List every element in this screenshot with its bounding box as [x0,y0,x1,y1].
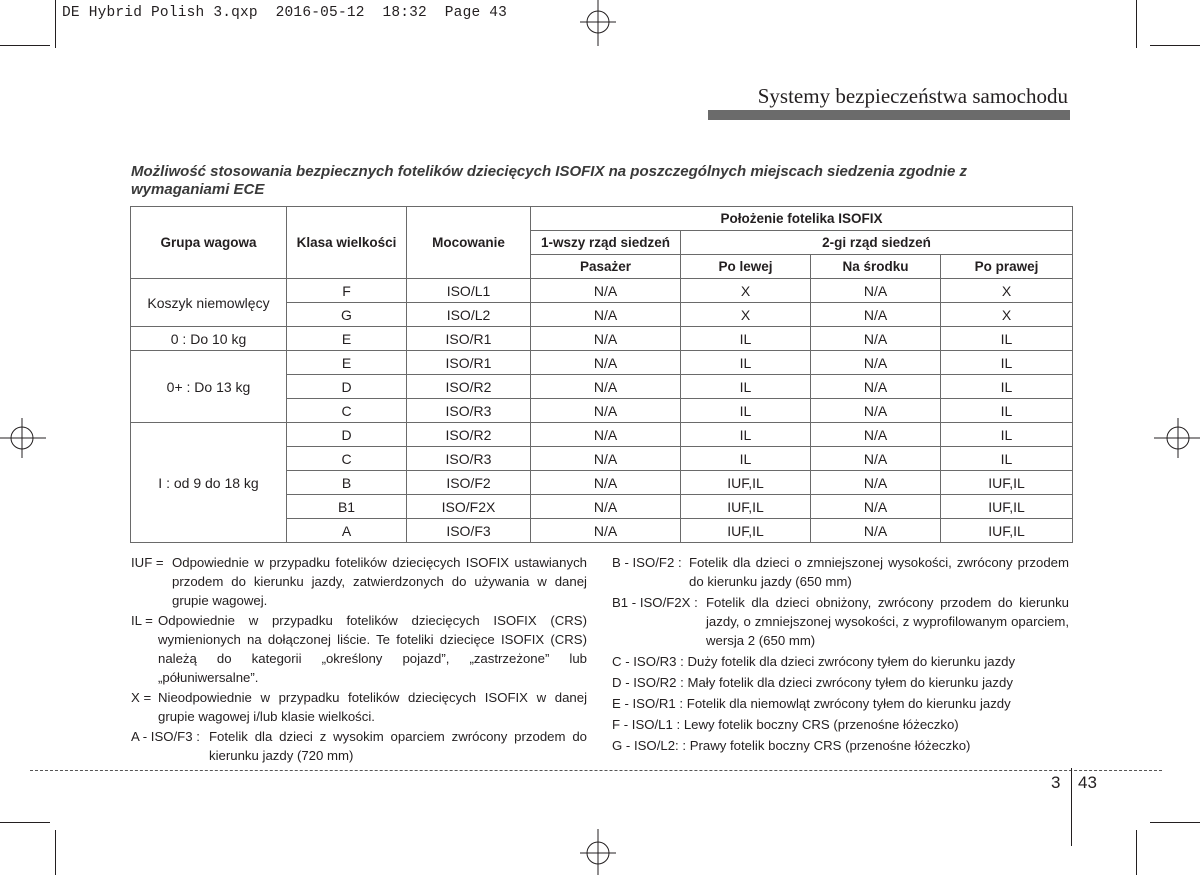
legend-text: Fotelik dla niemowląt zwrócony tyłem do kierunku jazdy [686,696,1011,711]
header-size-class: Klasa wielkości [287,207,407,279]
table-cell: IL [681,447,811,471]
table-cell: B [287,471,407,495]
table-cell: N/A [811,327,941,351]
table-cell: X [681,303,811,327]
table-cell: N/A [811,423,941,447]
legend-item [612,652,1069,671]
group-cell: 0+ : Do 13 kg [131,351,287,423]
legend-left [131,553,587,765]
group-cell: 0 : Do 10 kg [131,327,287,351]
legend-label: A - ISO/F3 : [131,729,200,744]
table-cell: IL [941,399,1073,423]
legend-text: Odpowiednie w przypadku fotelików dziecięcych ISOFIX ustawianych przodem do kierunku jazdy, zatwierdzonych do używania w danej grupie wagowej. [172,555,587,608]
table-cell: ISO/L2 [407,303,531,327]
table-cell: N/A [531,447,681,471]
table-cell: N/A [811,399,941,423]
registration-mark-icon [576,0,620,46]
page-number-divider [1071,768,1072,846]
legend-text: Odpowiednie w przypadku fotelików dziecięcych ISOFIX (CRS) wymienionych na dołączonej liście. Te foteliki dziecięce ISOFIX (CRS) należą do kategorii „określony pojazd”, „zastrzeżone” lub „półuniwersalne”. [158,613,587,685]
isofix-table [130,206,1073,543]
crop-mark [1150,822,1200,823]
legend-item [612,593,1069,650]
table-cell: ISO/R2 [407,423,531,447]
legend-item [131,611,587,687]
crop-mark [1150,45,1200,46]
table-cell: N/A [811,519,941,543]
chapter-title: Systemy bezpieczeństwa samochodu [757,84,1068,108]
table-cell: IUF,IL [941,471,1073,495]
table-cell: D [287,375,407,399]
legend-label: B1 - ISO/F2X : [612,595,698,610]
table-cell: N/A [531,279,681,303]
legend-item [131,553,587,610]
legend-text: Fotelik dla dzieci z wysokim oparciem zwrócony przodem do kierunku jazdy (720 mm) [209,729,587,763]
legend-text: Fotelik dla dzieci o zmniejszonej wysokości, zwrócony przodem do kierunku jazdy (650 mm) [689,555,1069,589]
table-cell: ISO/R1 [407,327,531,351]
legend-item [612,715,1069,734]
table-cell: N/A [531,351,681,375]
table-cell: X [681,279,811,303]
legend-label: C - ISO/R3 : [612,654,684,669]
table-cell: N/A [531,399,681,423]
table-row [131,327,1073,351]
table-cell: ISO/R3 [407,447,531,471]
header-position: Położenie fotelika ISOFIX [531,207,1073,231]
header-row2: 2-gi rząd siedzeń [681,231,1073,255]
table-cell: IUF,IL [681,519,811,543]
table-cell: N/A [531,495,681,519]
table-cell: A [287,519,407,543]
legend-label: IUF = [131,555,164,570]
table-cell: N/A [811,447,941,471]
crop-mark [55,830,56,875]
header-right: Po prawej [941,255,1073,279]
crop-mark [1136,0,1137,48]
legend-label: G - ISO/L2: [612,738,679,753]
table-cell: ISO/F2X [407,495,531,519]
table-cell: ISO/R2 [407,375,531,399]
page-number: 43 [1078,773,1097,792]
table-cell: N/A [811,351,941,375]
table-cell: F [287,279,407,303]
table-cell: D [287,423,407,447]
table-cell: N/A [531,375,681,399]
table-cell: IL [681,423,811,447]
legend-right [612,553,1069,755]
legend-label: F - ISO/L1 : [612,717,681,732]
title-rule [708,110,1070,120]
table-cell: N/A [531,519,681,543]
header-group: Grupa wagowa [131,207,287,279]
table-cell: N/A [531,303,681,327]
crop-mark [0,822,50,823]
legend-label: IL = [131,613,153,628]
chapter-number: 3 [1051,773,1061,792]
group-cell: I : od 9 do 18 kg [131,423,287,543]
legend-item [612,694,1069,713]
legend-text: Lewy fotelik boczny CRS (przenośne łóżeczko) [683,717,959,732]
table-cell: E [287,351,407,375]
header-passenger: Pasażer [531,255,681,279]
table-cell: X [941,279,1073,303]
table-cell: IUF,IL [941,519,1073,543]
legend-text: Fotelik dla dzieci obniżony, zwrócony przodem do kierunku jazdy, o zmniejszonej wysokości, z wyprofilowanym oparciem, wersja 2 (650 mm) [706,595,1069,648]
footer-dashed-rule [30,770,1162,771]
table-cell: IUF,IL [681,495,811,519]
header-center: Na środku [811,255,941,279]
table-cell: ISO/R1 [407,351,531,375]
table-cell: IL [941,327,1073,351]
registration-mark-icon [576,829,620,875]
table-cell: ISO/F3 [407,519,531,543]
table-row [131,279,1073,303]
legend-item [612,673,1069,692]
group-cell: Koszyk niemowlęcy [131,279,287,327]
registration-mark-icon [0,416,46,460]
table-cell: N/A [811,375,941,399]
table-cell: C [287,447,407,471]
table-cell: ISO/R3 [407,399,531,423]
legend-label: E - ISO/R1 : [612,696,684,711]
table-cell: IL [681,375,811,399]
legend-item [612,736,1069,755]
table-cell: IUF,IL [941,495,1073,519]
table-cell: IL [681,351,811,375]
table-row [131,423,1073,447]
table-cell: IL [941,423,1073,447]
header-fixture: Mocowanie [407,207,531,279]
table-cell: E [287,327,407,351]
table-body [131,207,1073,543]
table-cell: N/A [531,423,681,447]
table-cell: B1 [287,495,407,519]
legend-text: Duży fotelik dla dzieci zwrócony tyłem do kierunku jazdy [687,654,1016,669]
table-cell: IUF,IL [681,471,811,495]
legend-text: Nieodpowiednie w przypadku fotelików dziecięcych ISOFIX w danej grupie wagowej i/lub klasie wielkości. [158,690,587,724]
table-cell: ISO/L1 [407,279,531,303]
legend-text: Mały fotelik dla dzieci zwrócony tyłem do kierunku jazdy [687,675,1013,690]
crop-mark [0,45,50,46]
legend-item [131,688,587,726]
crop-mark [55,0,56,48]
header-left: Po lewej [681,255,811,279]
table-title: Możliwość stosowania bezpiecznych fotelików dziecięcych ISOFIX na poszczególnych miejscach siedzenia zgodnie z wymaganiami ECE [131,163,968,198]
legend-label: B - ISO/F2 : [612,555,682,570]
legend-item [612,553,1069,591]
table-cell: N/A [811,471,941,495]
table-cell: N/A [811,303,941,327]
legend-text: : Prawy fotelik boczny CRS (przenośne łóżeczko) [682,738,971,753]
table-cell: IL [941,447,1073,471]
table-row [131,351,1073,375]
table-cell: N/A [811,279,941,303]
legend-item [131,727,587,765]
registration-mark-icon [1154,416,1200,460]
legend-label: X = [131,690,152,705]
table-cell: X [941,303,1073,327]
table-cell: C [287,399,407,423]
legend-label: D - ISO/R2 : [612,675,684,690]
table-cell: N/A [531,471,681,495]
crop-mark [1136,830,1137,875]
table-header-row [131,207,1073,231]
table-cell: N/A [531,327,681,351]
table-cell: IL [941,375,1073,399]
table-cell: ISO/F2 [407,471,531,495]
table-cell: N/A [811,495,941,519]
table-cell: IL [681,399,811,423]
table-cell: G [287,303,407,327]
table-cell: IL [941,351,1073,375]
table-cell: IL [681,327,811,351]
header-row1: 1-wszy rząd siedzeń [531,231,681,255]
print-slug: DE Hybrid Polish 3.qxp 2016-05-12 18:32 Page 43 [62,5,508,21]
